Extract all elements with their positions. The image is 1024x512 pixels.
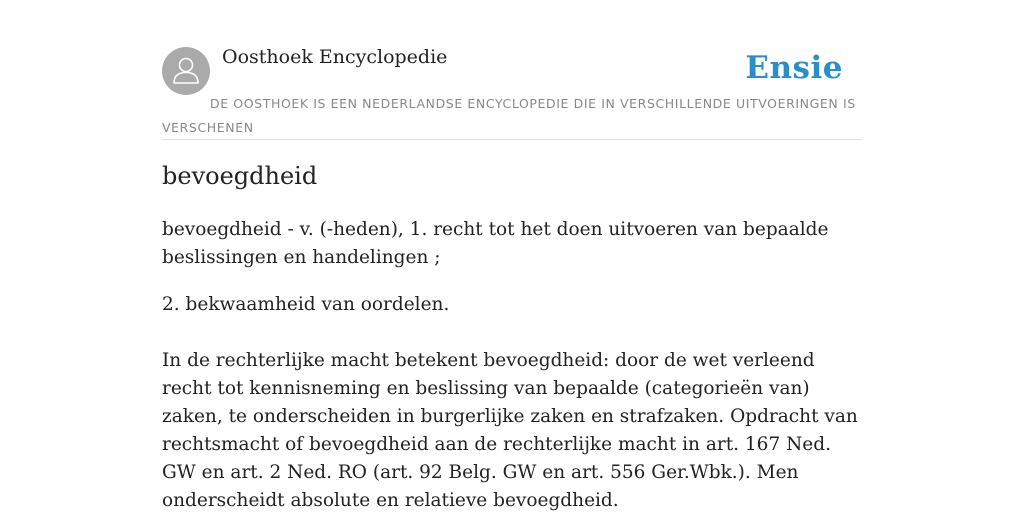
- site-tagline: DE OOSTHOEK IS EEN NEDERLANDSE ENCYCLOPEDIE DIE IN VERSCHILLENDE UITVOERINGEN IS VERSCHENEN: [162, 96, 856, 135]
- explanation-paragraph: In de rechterlijke macht betekent bevoegdheid: door de wet verleend recht tot kennisneming en beslissing van bepaalde (categorieën van) zaken, te onderscheiden in burgerlijke zaken en strafzaken. Opdracht van rechtsmacht of bevoegdheid aan de rechterlijke macht in art. 167 Ned. GW en art. 2 Ned. RO (art. 92 Belg. GW en art. 556 Ger.Wbk.). Men onderscheidt absolute en relatieve bevoegdheid.: [162, 350, 858, 511]
- definition-paragraph: 2. bekwaamheid van oordelen.: [162, 294, 450, 315]
- user-avatar-icon[interactable]: [162, 47, 210, 95]
- definition-paragraph: bevoegdheid - v. (-heden), 1. recht tot het doen uitvoeren van bepaalde beslissingen en handelingen ;: [162, 219, 829, 268]
- article-body: [162, 216, 862, 512]
- header-divider: [162, 139, 862, 140]
- site-name[interactable]: Oosthoek Encyclopedie: [222, 46, 448, 68]
- brand-logo[interactable]: Ensie: [745, 50, 843, 86]
- article-title: bevoegdheid: [162, 162, 318, 190]
